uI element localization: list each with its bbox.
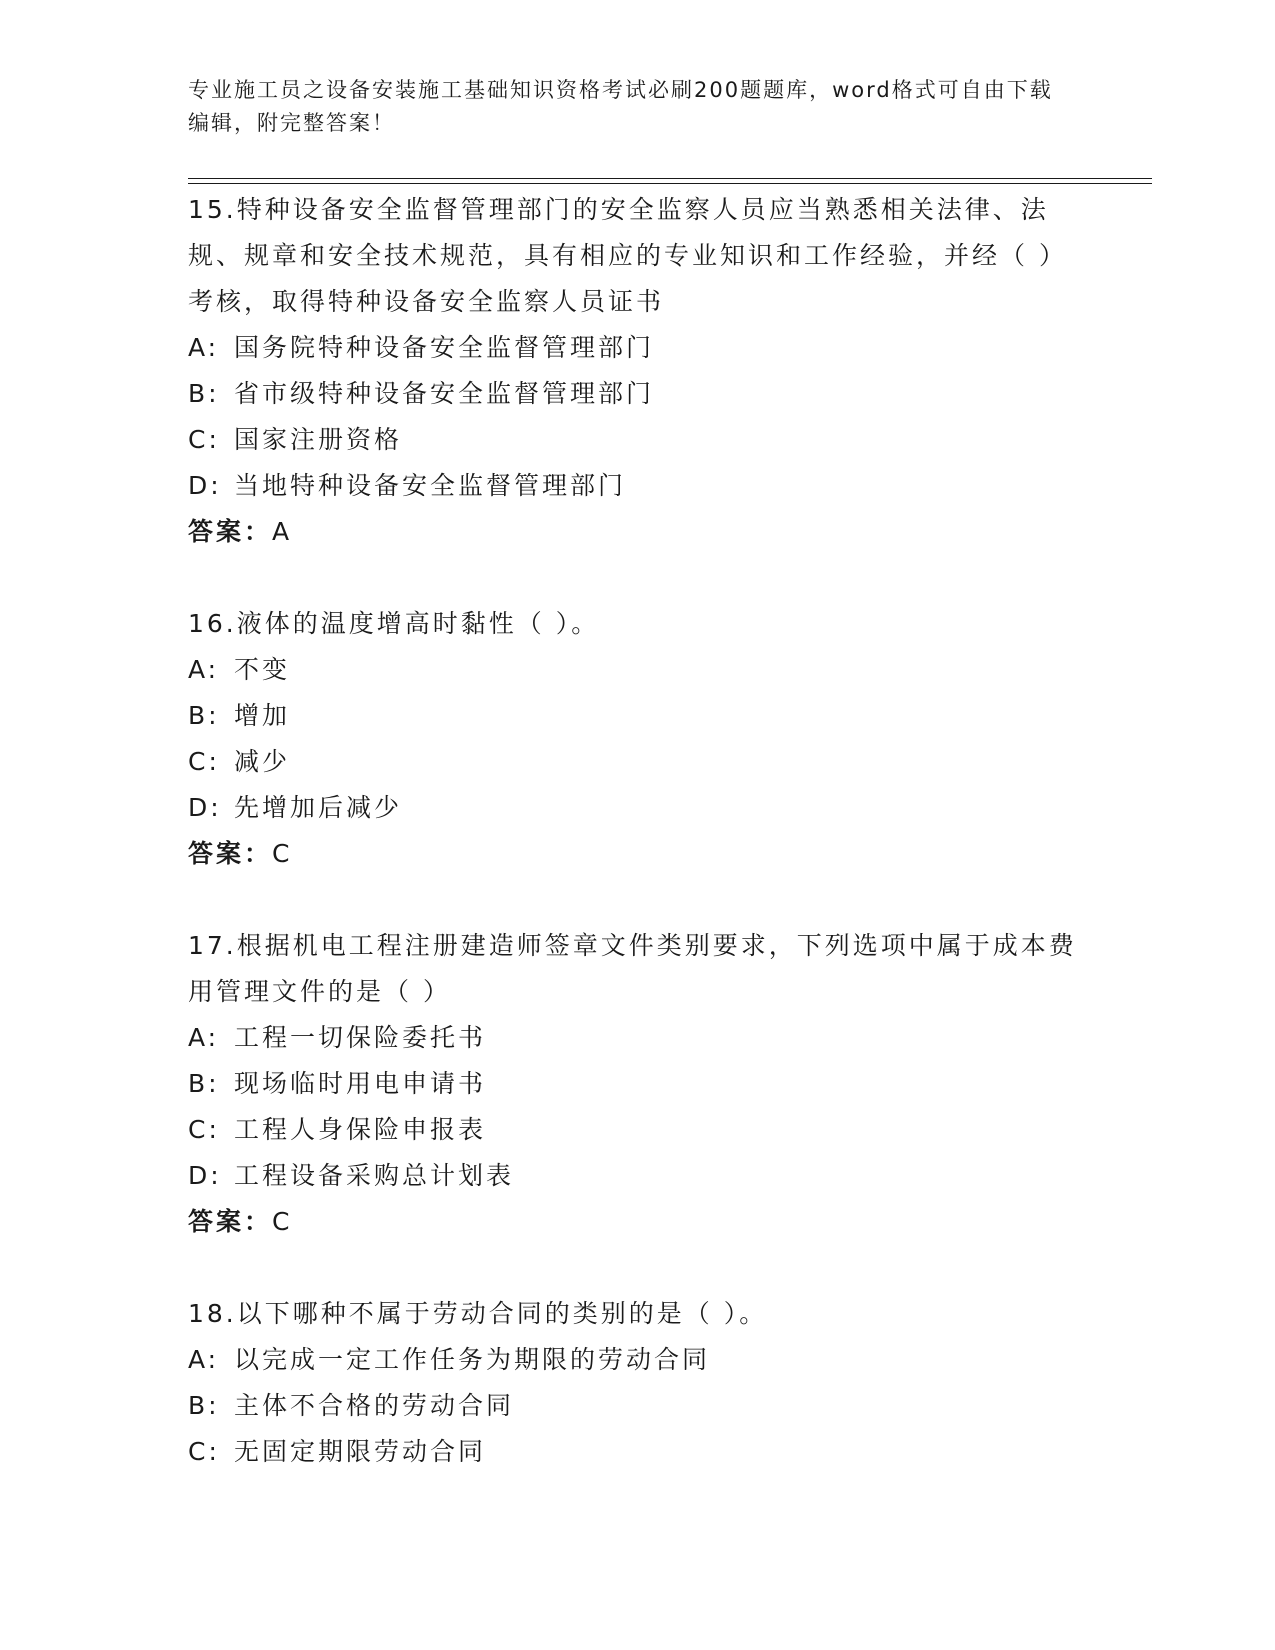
option-a	[188, 1015, 1088, 1061]
option-b	[188, 1383, 1088, 1429]
option-letter: B:	[188, 701, 220, 730]
option-letter: D:	[188, 471, 222, 500]
answer-label: 答案：	[188, 517, 273, 546]
header-divider-top	[188, 178, 1152, 179]
answer-label: 答案：	[188, 1207, 273, 1236]
answer-line	[188, 831, 1088, 877]
option-text: 工程人身保险申报表	[234, 1115, 487, 1144]
question-list	[188, 187, 1088, 1521]
option-letter: B:	[188, 379, 220, 408]
question-text: 16.液体的温度增高时黏性（ ）。	[188, 609, 600, 638]
option-d	[188, 1153, 1088, 1199]
option-text: 省市级特种设备安全监督管理部门	[234, 379, 655, 408]
option-text: 国务院特种设备安全监督管理部门	[234, 333, 655, 362]
question-text: 15.特种设备安全监督管理部门的安全监察人员应当熟悉相关法律、法规、规章和安全技术规范，具有相应的专业知识和工作经验，并经（ ）考核，取得特种设备安全监察人员证书	[188, 195, 1067, 316]
option-c	[188, 1107, 1088, 1153]
answer-line	[188, 1199, 1088, 1245]
answer-value: C	[272, 1207, 293, 1236]
option-letter: B:	[188, 1391, 220, 1420]
option-c	[188, 1429, 1088, 1475]
option-letter: D:	[188, 1161, 222, 1190]
question-text: 18.以下哪种不属于劳动合同的类别的是（ ）。	[188, 1299, 768, 1328]
answer-value: A	[272, 517, 293, 546]
option-text: 工程设备采购总计划表	[234, 1161, 515, 1190]
question-16	[188, 601, 1088, 877]
question-17	[188, 923, 1088, 1245]
question-15	[188, 187, 1088, 555]
option-letter: C:	[188, 425, 220, 454]
question-text: 17.根据机电工程注册建造师签章文件类别要求，下列选项中属于成本费用管理文件的是（ ）	[188, 931, 1077, 1006]
option-text: 以完成一定工作任务为期限的劳动合同	[234, 1345, 711, 1374]
option-letter: D:	[188, 793, 222, 822]
answer-line	[188, 509, 1088, 555]
option-letter: A:	[188, 655, 220, 684]
option-c	[188, 417, 1088, 463]
option-b	[188, 371, 1088, 417]
option-text: 增加	[234, 701, 291, 730]
option-text: 不变	[234, 655, 291, 684]
option-text: 无固定期限劳动合同	[234, 1437, 487, 1466]
option-d	[188, 463, 1088, 509]
option-letter: B:	[188, 1069, 220, 1098]
option-letter: A:	[188, 1345, 220, 1374]
option-c	[188, 739, 1088, 785]
option-text: 主体不合格的劳动合同	[234, 1391, 515, 1420]
option-a	[188, 325, 1088, 371]
option-a	[188, 647, 1088, 693]
option-text: 工程一切保险委托书	[234, 1023, 487, 1052]
document-header: 专业施工员之设备安装施工基础知识资格考试必刷200题题库，word格式可自由下载编辑，附完整答案！	[188, 78, 1053, 135]
header-divider-bottom	[188, 183, 1152, 184]
option-letter: C:	[188, 1437, 220, 1466]
option-letter: C:	[188, 1115, 220, 1144]
option-letter: A:	[188, 1023, 220, 1052]
option-letter: A:	[188, 333, 220, 362]
option-a	[188, 1337, 1088, 1383]
answer-label: 答案：	[188, 839, 273, 868]
question-18	[188, 1291, 1088, 1475]
option-b	[188, 1061, 1088, 1107]
option-text: 当地特种设备安全监督管理部门	[234, 471, 627, 500]
option-d	[188, 785, 1088, 831]
option-text: 先增加后减少	[234, 793, 403, 822]
option-text: 现场临时用电申请书	[234, 1069, 487, 1098]
option-letter: C:	[188, 747, 220, 776]
option-text: 国家注册资格	[234, 425, 403, 454]
option-text: 减少	[234, 747, 291, 776]
option-b	[188, 693, 1088, 739]
answer-value: C	[272, 839, 293, 868]
